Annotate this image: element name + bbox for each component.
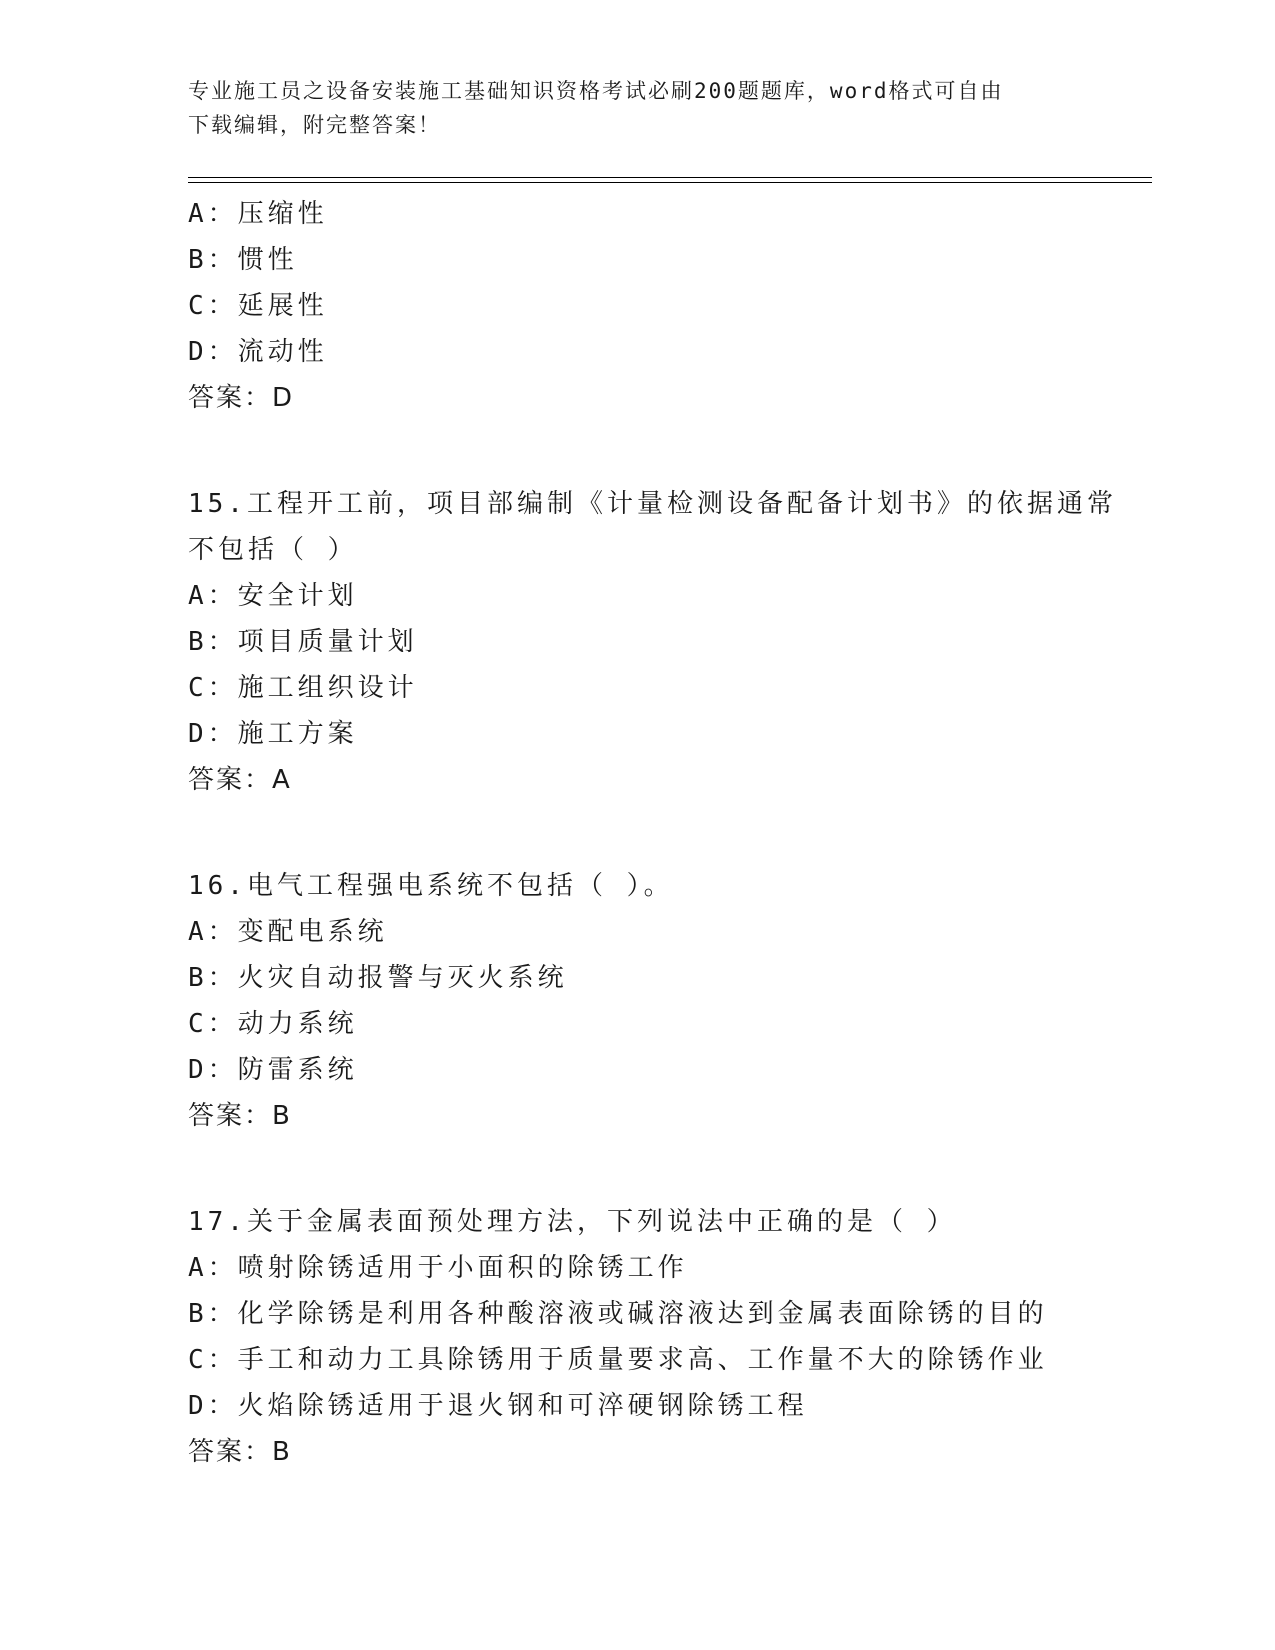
option-a: A：变配电系统 [188, 917, 388, 947]
option-b: B：惯性 [188, 245, 298, 275]
spacer [188, 421, 1128, 481]
spacer [188, 803, 1128, 863]
question-16 [188, 863, 1128, 1139]
option-a: A：喷射除锈适用于小面积的除锈工作 [188, 1253, 688, 1283]
document-header [188, 74, 1068, 142]
answer: 答案：D [188, 383, 295, 413]
answer: 答案：B [188, 1437, 292, 1467]
header-line-2: 下载编辑，附完整答案！ [188, 113, 441, 137]
option-d: D：流动性 [188, 337, 328, 367]
question-stem: 15.工程开工前，项目部编制《计量检测设备配备计划书》的依据通常 [188, 489, 1117, 519]
question-14 [188, 191, 1128, 421]
option-d: D：防雷系统 [188, 1055, 358, 1085]
option-a: A：安全计划 [188, 581, 358, 611]
option-c: C：手工和动力工具除锈用于质量要求高、工作量不大的除锈作业 [188, 1345, 1048, 1375]
option-b: B：化学除锈是利用各种酸溶液或碱溶液达到金属表面除锈的目的 [188, 1299, 1048, 1329]
question-list [188, 191, 1128, 1475]
option-c: C：施工组织设计 [188, 673, 418, 703]
question-stem: 17.关于金属表面预处理方法，下列说法中正确的是（ ） [188, 1207, 957, 1237]
question-stem-continued: 不包括（ ） [188, 535, 358, 565]
question-17 [188, 1199, 1128, 1475]
question-stem: 16.电气工程强电系统不包括（ ）。 [188, 871, 674, 901]
answer: 答案：A [188, 765, 292, 795]
option-a: A：压缩性 [188, 199, 328, 229]
spacer [188, 1139, 1128, 1199]
option-c: C：动力系统 [188, 1009, 358, 1039]
option-d: D：施工方案 [188, 719, 358, 749]
answer: 答案：B [188, 1101, 292, 1131]
header-divider-bottom [188, 182, 1152, 183]
option-d: D：火焰除锈适用于退火钢和可淬硬钢除锈工程 [188, 1391, 808, 1421]
option-b: B：项目质量计划 [188, 627, 418, 657]
header-line-1: 专业施工员之设备安装施工基础知识资格考试必刷200题题库，word格式可自由 [188, 79, 1004, 103]
header-divider-top [188, 177, 1152, 178]
option-b: B：火灾自动报警与灭火系统 [188, 963, 568, 993]
option-c: C：延展性 [188, 291, 328, 321]
question-15 [188, 481, 1128, 803]
